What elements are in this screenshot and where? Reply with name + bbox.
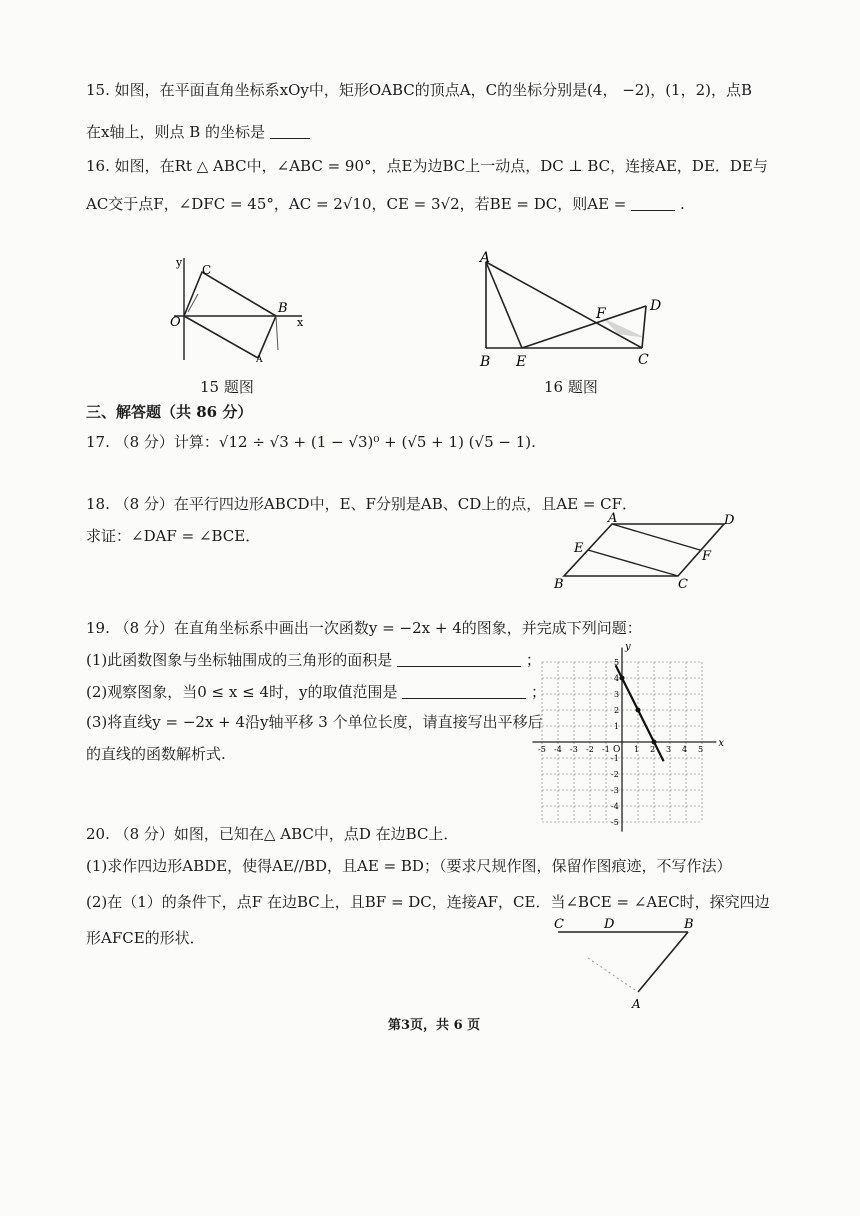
figure-16 [470,248,670,374]
fig18-label-b: B [554,577,564,592]
q20-p3: 形AFCE的形状． [86,929,205,947]
page-footer: 第3页，共 6 页 [388,1018,481,1033]
fig15-label-a: A [256,355,263,365]
figure-18 [548,510,748,592]
fig16-shaded-region [603,318,646,338]
grid-origin-label: O [613,745,621,755]
q18-line1: 18. （8 分）在平行四边形ABCD中，E、F分别是AB、CD上的点，且AE = CF． [86,495,638,513]
fig20-ab [638,932,688,992]
q19-p2-blank[interactable] [402,684,526,699]
q18-line2: 求证：∠DAF = ∠BCE． [86,527,261,545]
fig15-label-o: O [170,315,181,330]
q19-p2 [86,682,546,702]
fig18-label-d: D [724,513,735,528]
fig15-caption: 15 题图 [200,378,254,396]
q19-p1-blank[interactable] [397,652,521,667]
fig18-label-e: E [574,541,584,556]
grid-x-tick: -5 [538,745,546,754]
fig20-ac-faint [588,958,638,992]
grid-point-1-2 [636,708,641,713]
q16-answer-blank[interactable] [631,196,675,211]
fig16-label-a: A [480,250,491,266]
q15-answer-blank[interactable] [270,124,310,139]
q19-p2-end: ； [531,683,547,701]
fig18-label-c: C [678,577,688,592]
grid-y-tick: -1 [611,754,619,763]
fig18-af [612,524,700,550]
fig16-ac [486,262,642,348]
q16-line1: 16. 如图，在Rt △ ABC中，∠ABC = 90°，点E为边BC上一动点，DC ⊥ BC，连接AE，DE．DE与 [86,157,768,175]
fig16-label-c: C [638,352,649,368]
fig20-label-d: D [604,917,615,932]
figure-20 [548,912,708,1012]
q16-line2 [86,194,685,214]
fig15-aux-line2 [276,316,278,350]
fig16-label-b: B [480,354,491,370]
q19-p1-text: (1)此函数图象与坐标轴围成的三角形的面积是 [86,651,393,669]
grid-y-tick: -3 [611,786,619,795]
q16-line2-text: AC交于点F，∠DFC = 45°，AC = 2√10，CE = 3√2，若BE = DC，则AE = [86,195,627,213]
fig18-label-f: F [702,549,712,564]
fig15-rectangle [184,272,276,358]
q17-text: 17. （8 分）计算：√12 ÷ √3 + (1 − √3)⁰ + (√5 + 1) (√5 − 1). [86,433,536,451]
grid-x-tick: 1 [634,745,640,754]
q19-p2-text: (2)观察图象，当0 ≤ x ≤ 4时，y的取值范围是 [86,683,398,701]
q19-line1: 19. （8 分）在直角坐标系中画出一次函数y = −2x + 4的图象，并完成下列问题： [86,619,642,637]
fig16-label-f: F [596,306,606,322]
grid-y-label: y [625,641,631,653]
fig16-ed [522,306,646,348]
grid-x-tick: -2 [586,745,594,754]
grid-x-tick: 3 [666,745,672,754]
grid-x-tick: 5 [698,745,704,754]
fig15-label-y: y [176,256,183,269]
fig16-dc [642,306,646,348]
q19-p1 [86,650,541,670]
fig20-label-a: A [632,997,641,1011]
grid-x-tick: 4 [682,745,688,754]
grid-point-0-4 [620,676,625,681]
q20-p2: (2)在（1）的条件下，点F 在边BC上，且BF = DC，连接AF，CE．当∠BCE = ∠AEC时，探究四边 [86,893,770,911]
grid-y-tick: 3 [614,690,620,699]
fig16-label-d: D [650,298,662,314]
figure-15 [160,250,320,370]
q19-p3a: (3)将直线y = −2x + 4沿y轴平移 3 个单位长度，请直接写出平移后 [86,713,543,731]
grid-x-tick: -1 [602,745,610,754]
grid-y-tick: -4 [611,802,619,811]
q19-p1-end: ； [525,651,541,669]
fig15-label-b: B [278,301,288,316]
fig20-label-c: C [554,917,564,932]
q19-p3b: 的直线的函数解析式. [86,745,226,763]
grid-point-2-0 [652,740,657,745]
fig16-ae [486,262,522,348]
grid-y-tick: -5 [611,818,619,827]
fig18-ce [588,550,678,576]
fig15-label-x: x [297,316,304,329]
q15-line2-text: 在x轴上，则点 B 的坐标是 [86,123,266,141]
grid-y-tick: 2 [614,706,620,715]
grid-x-tick: -3 [570,745,578,754]
grid-x-tick: -4 [554,745,562,754]
fig15-label-c: C [202,263,212,277]
grid-y-tick: 4 [614,674,620,683]
fig20-label-b: B [684,917,694,932]
q15-line2 [86,122,310,142]
q20-p1: (1)求作四边形ABDE，使得AE//BD，且AE = BD；（要求尺规作图，保留作图痕迹，不写作法） [86,857,732,875]
grid-x-label: x [718,738,725,749]
figure-19-grid [532,641,728,827]
fig16-label-e: E [516,354,527,370]
section-3-title: 三、解答题（共 86 分） [86,403,253,421]
fig18-label-a: A [608,511,618,526]
grid-y-tick: 5 [614,658,620,667]
grid-y-tick: 1 [614,722,620,731]
q15-line1: 15. 如图，在平面直角坐标系xOy中，矩形OABC的顶点A，C的坐标分别是(4， −2)，(1，2)，点B [86,81,753,99]
fig16-caption: 16 题图 [544,378,598,396]
q16-line2-end: . [679,195,685,213]
grid-y-tick: -2 [611,770,619,779]
q20-line1: 20. （8 分）如图，已知在△ ABC中，点D 在边BC上． [86,825,459,843]
grid-x-tick: 2 [650,745,656,754]
